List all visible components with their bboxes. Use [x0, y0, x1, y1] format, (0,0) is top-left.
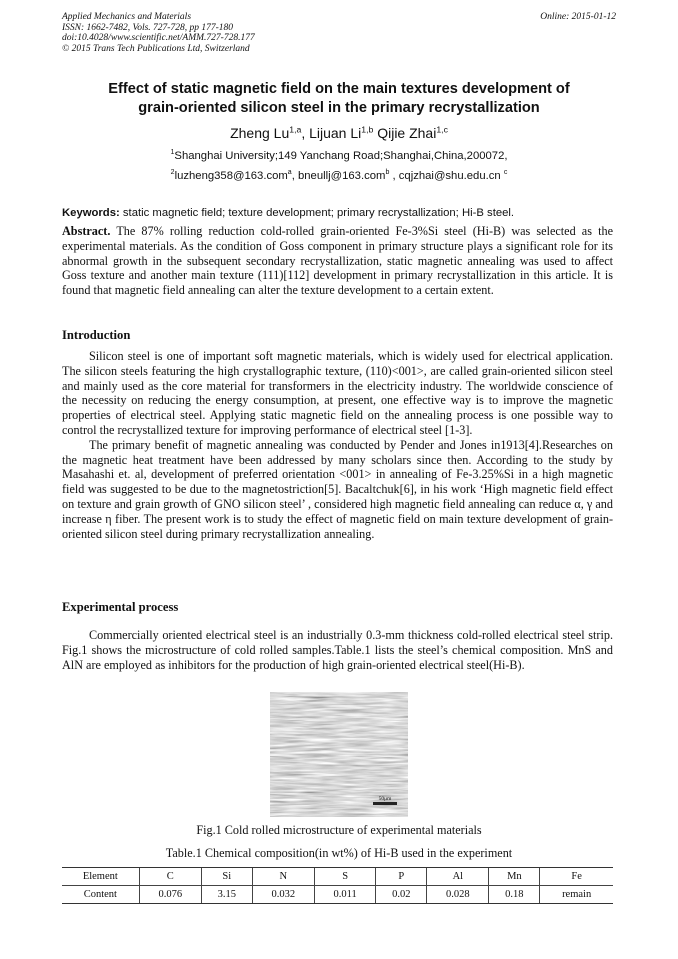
microstructure-image: [270, 692, 408, 817]
table-cell: P: [376, 868, 427, 886]
email-superscript: a: [287, 169, 292, 177]
table-cell: 0.011: [314, 886, 375, 904]
email-superscript: b: [385, 169, 390, 177]
scale-label: 50μm: [378, 796, 392, 802]
abstract-text: The 87% rolling reduction cold-rolled grain-oriented Fe-3%Si steel (Hi-B) was selected as the experimental materials. As the condition of Goss component in primary structure plays a significant role for its abnormal growth in the subsequent secondary recrystallization, static magnetic annealing was used to affect Goss texture and another main texture (111)[112] development in primary recrystallization in this article. It is found that magnetic field annealing can alter the texture development to a certain extent.: [62, 224, 613, 298]
experimental-body: [62, 628, 613, 672]
email-link[interactable]: luzheng358@163.com: [174, 170, 288, 182]
table-cell: S: [314, 868, 375, 886]
table-cell: Mn: [489, 868, 540, 886]
table-header-row: [62, 868, 613, 886]
introduction-heading: Introduction: [62, 328, 131, 342]
email-superscript: 2: [170, 169, 175, 177]
introduction-paragraph-2: The primary benefit of magnetic annealing was conducted by Pender and Jones in1913[4].Researches on the magnetic heat treatment have been addressed by many scholars since then. According to the study by Masahashi et. al, development of preferred orientation <001> in annealing of Fe-3.25%Si in a high magnetic field was suggested to be due to the magnetostriction[5]. Bacaltchuk[6], in his work ‘High magnetic field effect on texture and grain growth of GNO silicon steel’ , considered high magnetic field annealing can reduce α, γ and increase η fiber. The present work is to study the effect of magnetic field on main texture development of grain-oriented silicon steel during primary recrystallization annealing.: [62, 437, 613, 541]
author-emails: [40, 169, 638, 183]
table-cell: 0.076: [139, 886, 201, 904]
author-superscript: 1,c: [436, 124, 448, 135]
keywords-text: static magnetic field; texture development; primary recrystallization; Hi-B steel.: [119, 207, 515, 219]
affiliation-superscript: 1: [170, 149, 175, 157]
abstract: [62, 224, 613, 298]
table-cell: 0.032: [252, 886, 314, 904]
figure-caption: Fig.1 Cold rolled microstructure of experimental materials: [196, 823, 482, 837]
table-cell: 0.02: [376, 886, 427, 904]
table-cell: 0.028: [427, 886, 489, 904]
table-cell: 0.18: [489, 886, 540, 904]
table-row: [62, 886, 613, 904]
table-cell: remain: [540, 886, 613, 904]
paper-title: [40, 80, 638, 118]
author-superscript: 1,b: [361, 124, 374, 135]
author-superscript: 1,a: [289, 124, 302, 135]
microstructure-figure: [270, 692, 408, 817]
chemical-composition-table: [62, 867, 613, 904]
copyright-line: © 2015 Trans Tech Publications Ltd, Switzerland: [62, 43, 250, 54]
author-name: Qijie Zhai: [373, 125, 437, 141]
author-list: [40, 124, 638, 142]
affiliation-text: Shanghai University;149 Yanchang Road;Shanghai,China,200072,: [174, 150, 508, 162]
running-header: [62, 12, 616, 54]
title-line-2: grain-oriented silicon steel in the primary recrystallization: [138, 100, 540, 116]
table-cell: 3.15: [201, 886, 252, 904]
table-cell: C: [139, 868, 201, 886]
email-link[interactable]: , bneullj@163.com: [291, 170, 386, 182]
online-date: Online: 2015-01-12: [540, 12, 616, 22]
issn-line: ISSN: 1662-7482, Vols. 727-728, pp 177-180: [62, 22, 233, 33]
title-line-1: Effect of static magnetic field on the main textures development of: [108, 81, 570, 97]
keywords-label: Keywords:: [62, 207, 120, 219]
author-name: Zheng Lu: [230, 125, 290, 141]
experimental-paragraph-1: Commercially oriented electrical steel is an industrially 0.3-mm thickness cold-rolled electrical steel strip. Fig.1 shows the microstructure of cold rolled samples.Table.1 lists the steel’s chemical composition. MnS and AlN are employed as inhibitors for the production of high grain-oriented electrical steel(Hi-B).: [62, 628, 613, 672]
table-cell: N: [252, 868, 314, 886]
keywords: [62, 206, 622, 220]
abstract-label: Abstract.: [62, 224, 111, 238]
table-cell: Element: [62, 868, 139, 886]
table-caption: Table.1 Chemical composition(in wt%) of Hi-B used in the experiment: [165, 846, 513, 860]
author-name: , Lijuan Li: [301, 125, 362, 141]
table-cell: Si: [201, 868, 252, 886]
email-link[interactable]: , cqjzhai@shu.edu.cn: [389, 170, 504, 182]
table-cell: Fe: [540, 868, 613, 886]
email-superscript: c: [503, 169, 508, 177]
doi-line: doi:10.4028/www.scientific.net/AMM.727-728.177: [62, 33, 255, 44]
table-cell: Content: [62, 886, 139, 904]
scale-bar: [373, 802, 397, 805]
affiliation: [40, 149, 638, 163]
introduction-paragraph-1: Silicon steel is one of important soft magnetic materials, which is widely used for electrical application. The silicon steels featuring the high crystallographic texture, (110)<001>, are called grain-oriented silicon steel and mainly used as the core material for transformers in the electricity industry. The worldwide conscience of the necessity on reducing the energy consumption, at present, one effective way is to improve the magnetic properties of electrical steel. Applying static magnetic field on the annealing process is one possible way to control the recrystallized texture for improving performance of electrical steel [1-3].: [62, 349, 613, 437]
experimental-heading: Experimental process: [62, 600, 179, 614]
introduction-body: [62, 349, 613, 541]
table-cell: Al: [427, 868, 489, 886]
journal-name: Applied Mechanics and Materials: [62, 12, 192, 22]
